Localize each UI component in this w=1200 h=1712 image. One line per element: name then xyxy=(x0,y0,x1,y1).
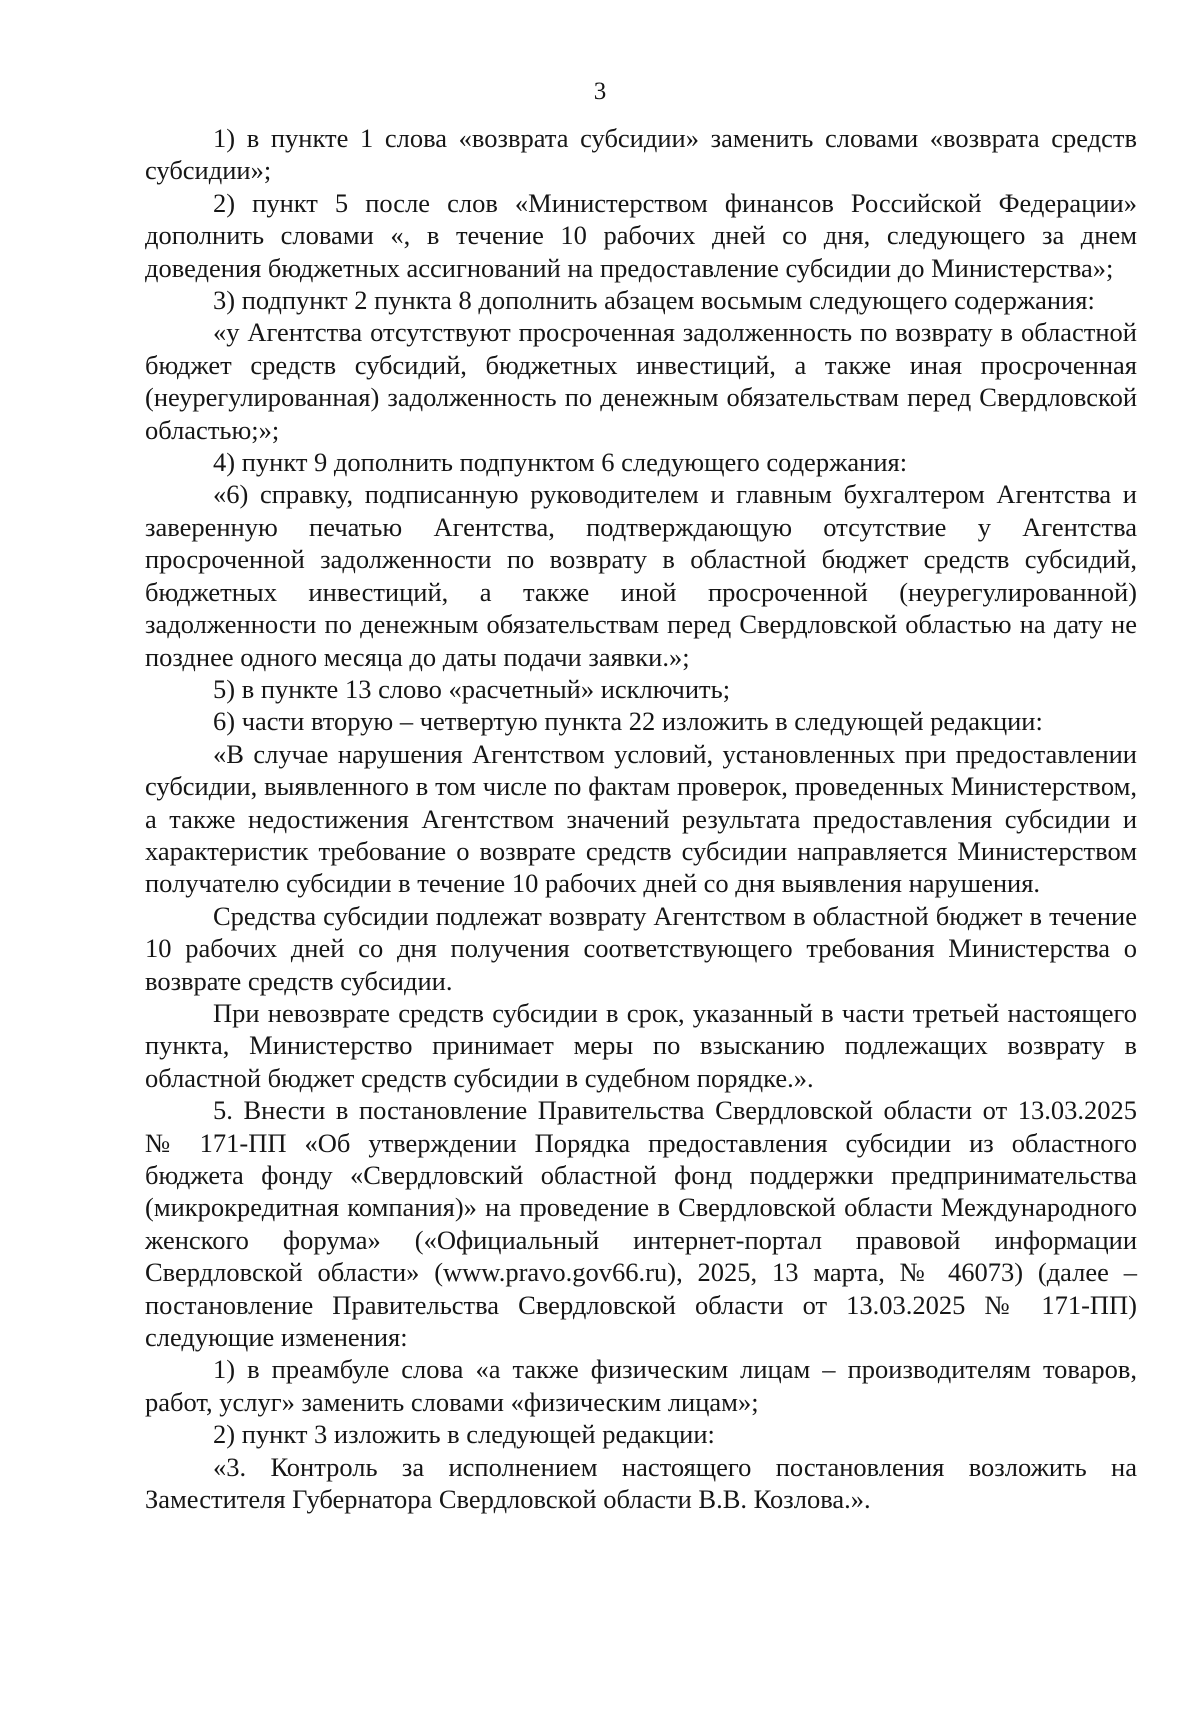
paragraph: «у Агентства отсутствуют просроченная задолженность по возврату в областной бюджет средств субсидий, бюджетных инвестиций, а также иная просроченная (неурегулированная) задолженность по денежным обязательствам перед Свердловской областью;»; xyxy=(145,317,1137,445)
paragraph: При невозврате средств субсидии в срок, указанный в части третьей настоящего пункта, Министерство принимает меры по взысканию подлежащих возврату в областной бюджет средств субсидии в судебном порядке.». xyxy=(145,997,1137,1093)
paragraph: 4) пункт 9 дополнить подпунктом 6 следующего содержания: xyxy=(213,447,908,478)
paragraph: Средства субсидии подлежат возврату Агентством в областной бюджет в течение 10 рабочих дней со дня получения соответствующего требования Министерства о возврате средств субсидии. xyxy=(145,900,1137,996)
paragraph: «В случае нарушения Агентством условий, установленных при предоставлении субсидии, выявленного в том числе по фактам проверок, проведенных Министерством, а также недостижения Агентством значений результата предоставления субсидии и характеристик требование о возврате средств субсидии направляется Министерством получателю субсидии в течение 10 рабочих дней со дня выявления нарушения. xyxy=(145,738,1137,899)
paragraph: 1) в пункте 1 слова «возврата субсидии» заменить словами «возврата средств субсидии»; xyxy=(145,123,1137,186)
page-number: 3 xyxy=(593,78,607,105)
paragraph: «6) справку, подписанную руководителем и главным бухгалтером Агентства и заверенную печатью Агентства, подтверждающую отсутствие у Агентства просроченной задолженности по возврату в областной бюджет средств субсидий, бюджетных инвестиций, а также иной просроченной (неурегулированной) задолженности по денежным обязательствам перед Свердловской областью на дату не позднее одного месяца до даты подачи заявки.»; xyxy=(145,479,1137,672)
paragraph: 5. Внести в постановление Правительства Свердловской области от 13.03.2025 № 171-ПП «Об утверждении Порядка предоставления субсидии из областного бюджета фонду «Свердловский областной фонд поддержки предпринимательства (микрокредитная компания)» на проведение в Свердловской области Международного женского форума» («Официальный интернет-портал правовой информации Свердловской области» (www.pravo.gov66.ru), 2025, 13 марта, № 46073) (далее – постановление Правительства Свердловской области от 13.03.2025 № 171-ПП) следующие изменения: xyxy=(145,1095,1137,1353)
paragraph: 2) пункт 5 после слов «Министерством финансов Российской Федерации» дополнить словами «, в течение 10 рабочих дней со дня, следующего за днем доведения бюджетных ассигнований на предоставление субсидии до Министерства»; xyxy=(145,187,1137,283)
document-body xyxy=(145,122,1137,1515)
paragraph: 3) подпункт 2 пункта 8 дополнить абзацем восьмым следующего содержания: xyxy=(213,285,1095,316)
paragraph: 2) пункт 3 изложить в следующей редакции: xyxy=(213,1419,715,1450)
paragraph: 1) в преамбуле слова «а также физическим лицам – производителям товаров, работ, услуг» заменить словами «физическим лицам»; xyxy=(145,1354,1137,1417)
paragraph: «3. Контроль за исполнением настоящего постановления возложить на Заместителя Губернатора Свердловской области В.В. Козлова.». xyxy=(145,1451,1137,1515)
paragraph: 5) в пункте 13 слово «расчетный» исключить; xyxy=(213,673,731,704)
paragraph: 6) части вторую – четвертую пункта 22 изложить в следующей редакции: xyxy=(213,706,1043,737)
